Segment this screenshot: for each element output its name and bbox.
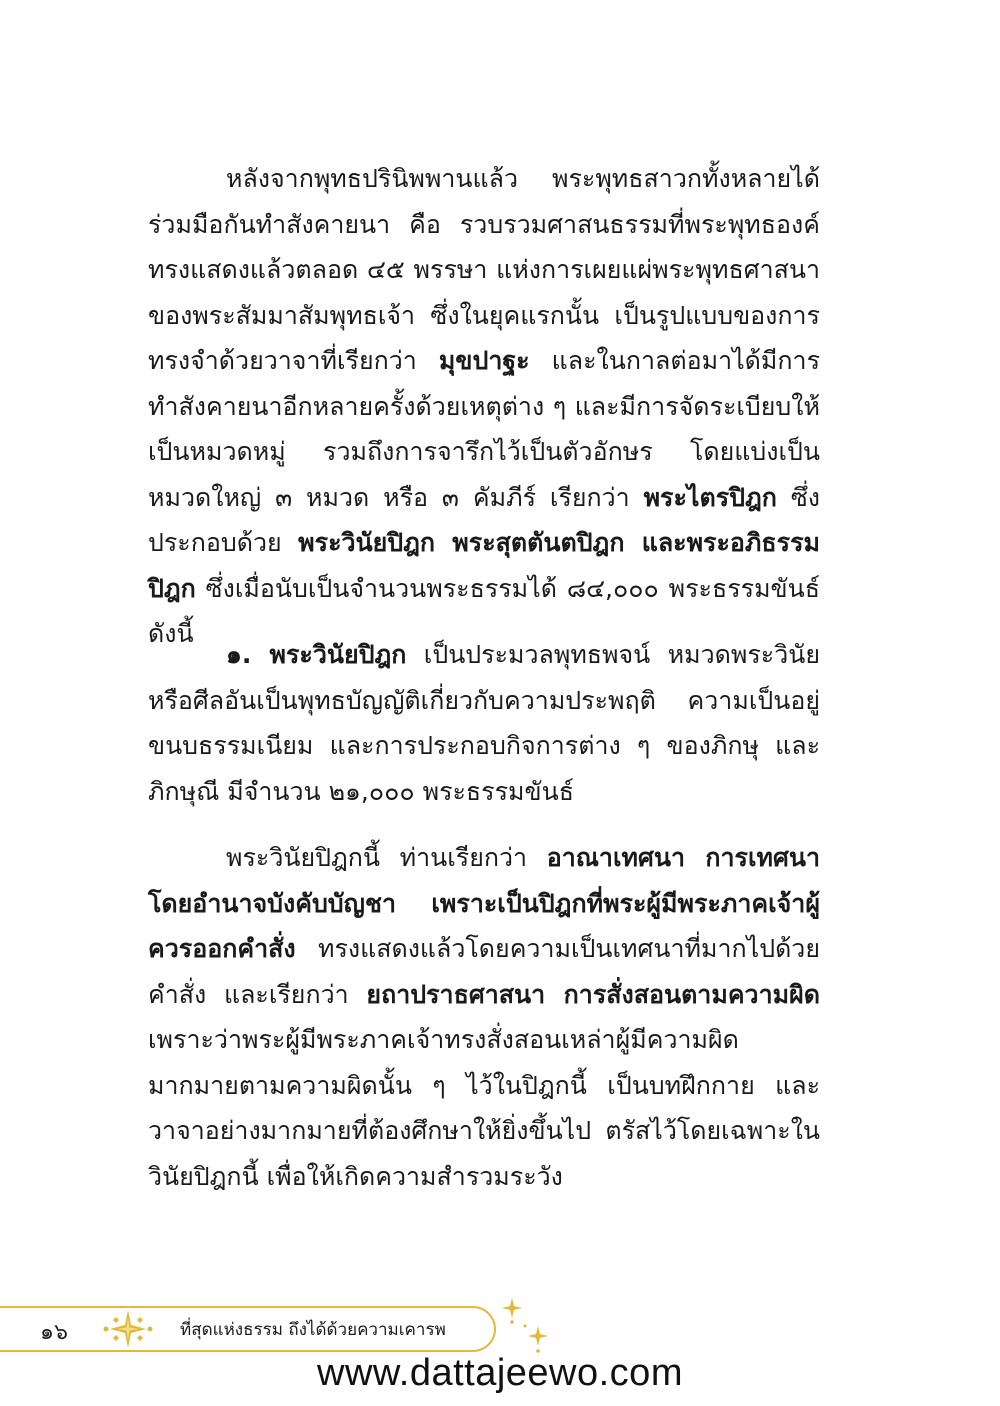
bold-term: พระวินัยปิฎก พระสุตตันตปิฎก และพระอภิธรรมปิฎก [148,528,820,603]
text-run: ทรงแสดงแล้วโดยความเป็นเทศนาที่มากไปด้วยคำสั่ง และเรียกว่า [148,934,820,1009]
page-number: ๑๖ [40,1320,68,1345]
paragraph-intro [148,156,820,657]
paragraph-vinaya [148,632,820,814]
paragraph-intro-text [148,156,820,657]
paragraph-vinaya-text [148,632,820,814]
footer-title: ที่สุดแห่งธรรม ถึงได้ด้วยความเคารพ [180,1320,446,1340]
gold-star-ornament-icon [100,1306,156,1352]
website-url: www.dattajeewo.com [317,1352,683,1394]
paragraph-vinaya-explanation [148,835,820,1199]
text-run: หลังจากพุทธปรินิพพานแล้ว พระพุทธสาวกทั้งหลายได้ร่วมมือกันทำสังคายนา คือ รวบรวมศาสนธรรมที่พระพุทธองค์ทรงแสดงแล้วตลอด ๔๕ พรรษา แห่งการเผยแผ่พระพุทธศาสนาของพระสัมมาสัมพุทธเจ้า ซึ่งในยุคแรกนั้น เป็นรูปแบบของการทรงจำด้วยวาจาที่เรียกว่า [148,164,820,375]
text-run: และในกาลต่อมาได้มีการทำสังคายนาอีกหลายครั้งด้วยเหตุต่าง ๆ และมีการจัดระเบียบให้เป็นหมวดหมู่ รวมถึงการจารึกไว้เป็นตัวอักษร โดยแบ่งเป็นหมวดใหญ่ ๓ หมวด หรือ ๓ คัมภีร์ เรียกว่า [148,346,820,512]
text-run: พระวินัยปิฎกนี้ ท่านเรียกว่า [226,843,547,872]
bold-term: มุขปาฐะ [438,346,530,375]
text-run: เพราะว่าพระผู้มีพระภาคเจ้าทรงสั่งสอนเหล่าผู้มีความผิดมากมายตามความผิดนั้น ๆ ไว้ในปิฎกนี้ เป็นบทฝึกกาย และวาจาอย่างมากมายที่ต้องศึกษาให้ยิ่งขึ้นไป ตรัสไว้โดยเฉพาะในวินัยปิฎกนี้ เพื่อให้เกิดความสำรวมระวัง [148,1025,820,1191]
bold-term: ๑. พระวินัยปิฎก [226,640,407,669]
paragraph-vinaya-explanation-text [148,835,820,1199]
text-run: ซึ่งประกอบด้วย [148,482,820,557]
corner-star-ornament-icon [498,1296,554,1356]
bold-term: อาณาเทศนา การเทศนาโดยอำนาจบังคับบัญชา เพราะเป็นปิฎกที่พระผู้มีพระภาคเจ้าผู้ควรออกคำสั่ง [148,843,820,963]
text-run: ซึ่งเมื่อนับเป็นจำนวนพระธรรมได้ ๘๔,๐๐๐ พระธรรมขันธ์ ดังนี้ [148,573,820,648]
bold-term: พระไตรปิฎก [643,482,777,512]
bold-term: ยถาปราธศาสนา การสั่งสอนตามความผิด [366,979,820,1009]
text-run: เป็นประมวลพุทธพจน์ หมวดพระวินัยหรือศีลอันเป็นพุทธบัญญัติเกี่ยวกับความประพฤติ ความเป็นอยู่ ขนบธรรมเนียม และการประกอบกิจการต่าง ๆ ของภิกษุ และภิกษุณี มีจำนวน ๒๑,๐๐๐ พระธรรมขันธ์ [148,640,820,806]
